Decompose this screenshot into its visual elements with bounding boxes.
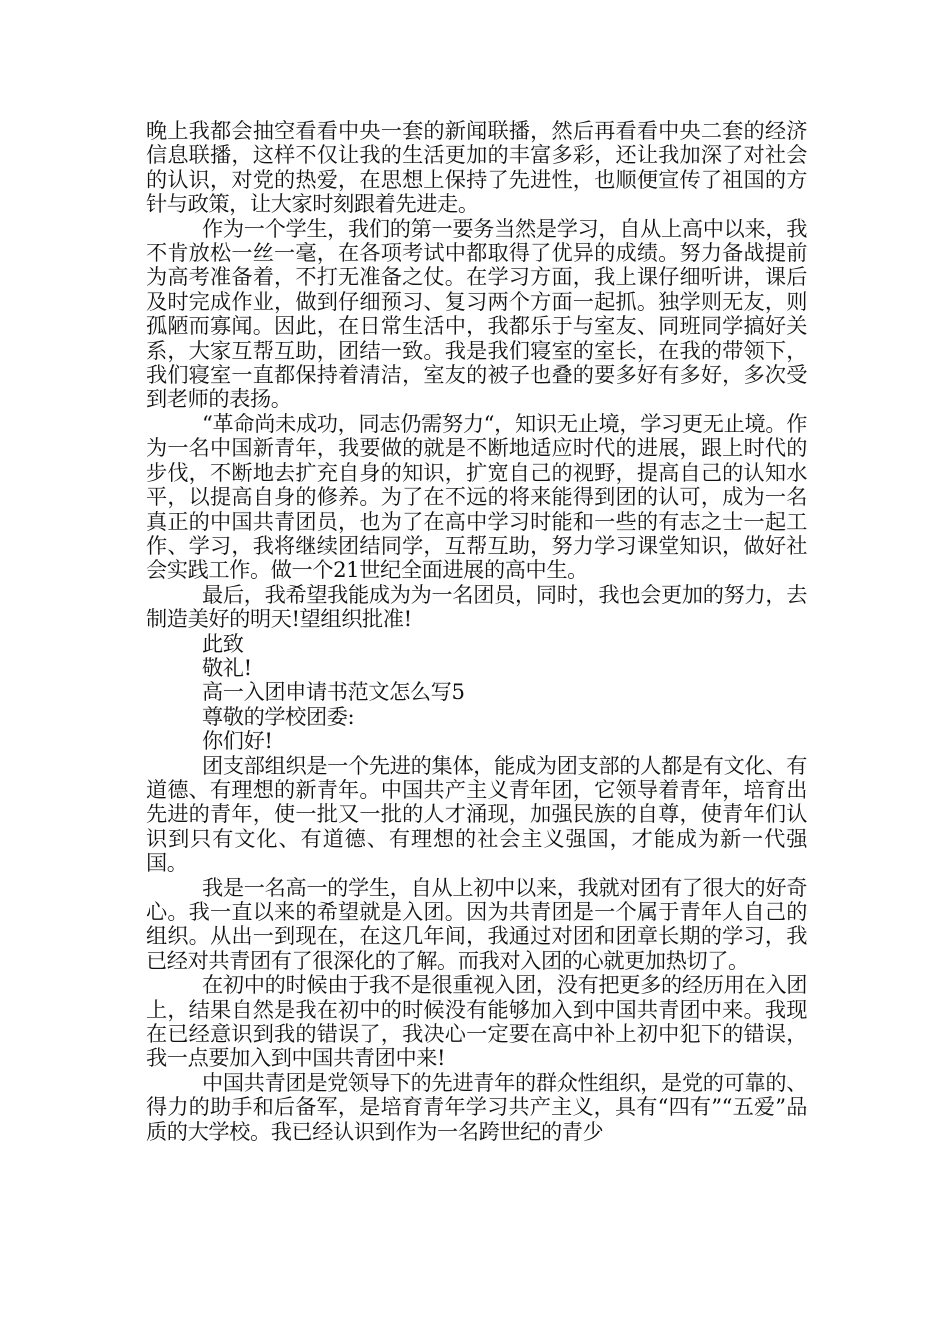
paragraph-news-habit: 晚上我都会抽空看看中央一套的新闻联播，然后再看看中央二套的经济信息联播，这样不仅让我的生活更加的丰富多彩，还让我加深了对社会的认识，对党的热爱，在思想上保持了先进性，也顺便宣传了祖国的方针与政策，让大家时刻跟着先进走。	[146, 118, 807, 217]
paragraph-revolution-quote: “革命尚未成功，同志仍需努力“，知识无止境，学习更无止境。作为一名中国新青年，我要做的就是不断地适应时代的进展，跟上时代的步伐，不断地去扩充自身的知识，扩宽自己的视野，提高自己的认知水平，以提高自身的修养。为了在不远的将来能得到团的认可，成为一名真正的中国共青团员，也为了在高中学习时能和一些的有志之士一起工作、学习，我将继续团结同学，互帮互助，努力学习课堂知识，做好社会实践工作。做一个21世纪全面进展的高中生。	[146, 410, 807, 583]
paragraph-youth-league: 中国共青团是党领导下的先进青年的群众性组织，是党的可靠的、得力的助手和后备军，是培育青年学习共产主义，具有“四有”“五爱”品质的大学校。我已经认识到作为一名跨世纪的青少	[146, 1069, 807, 1144]
paragraph-junior-high: 在初中的时候由于我不是很重视入团，没有把更多的经历用在入团上，结果自然是我在初中的时候没有能够加入到中国共青团中来。我现在已经意识到我的错误了，我决心一定要在高中补上初中犯下的错误，我一点要加入到中国共青团中来!	[146, 972, 807, 1071]
document-page	[146, 119, 807, 1144]
recipient-line: 尊敬的学校团委:	[202, 703, 355, 729]
paragraph-study: 作为一个学生，我们的第一要务当然是学习，自从上高中以来，我不肯放松一丝一毫，在各项考试中都取得了优异的成绩。努力备战提前为高考准备着，不打无准备之仗。在学习方面，我上课仔细听讲，课后及时完成作业，做到仔细预习、复习两个方面一起抓。独学则无友，则孤陋而寡闻。因此，在日常生活中，我都乐于与室友、同班同学搞好关系，大家互帮互助，团结一致。我是我们寝室的室长，在我的带领下，我们寝室一直都保持着清洁，室友的被子也叠的要多好有多好，多次受到老师的表扬。	[146, 215, 807, 412]
salutation-cizhi: 此致	[202, 630, 244, 656]
paragraph-introduction: 我是一名高一的学生，自从上初中以来，我就对团有了很大的好奇心。我一直以来的希望就是入团。因为共青团是一个属于青年人自己的组织。从出一到现在，在这几年间，我通过对团和团章长期的学习，我已经对共青团有了很深化的了解。而我对入团的心就更加热切了。	[146, 874, 807, 973]
section-title: 高一入团申请书范文怎么写5	[202, 679, 465, 705]
salutation-jingli: 敬礼!	[202, 654, 252, 680]
paragraph-closing-wish: 最后，我希望我能成为为一名团员，同时，我也会更加的努力，去制造美好的明天!望组织批准!	[146, 581, 807, 632]
greeting-line: 你们好!	[202, 728, 273, 754]
paragraph-league-branch: 团支部组织是一个先进的集体，能成为团支部的人都是有文化、有道德、有理想的新青年。中国共产主义青年团，它领导着青年，培育出先进的青年，使一批又一批的人才涌现，加强民族的自尊，使青年们认识到只有文化、有道德、有理想的社会主义强国，才能成为新一代强国。	[146, 752, 807, 876]
